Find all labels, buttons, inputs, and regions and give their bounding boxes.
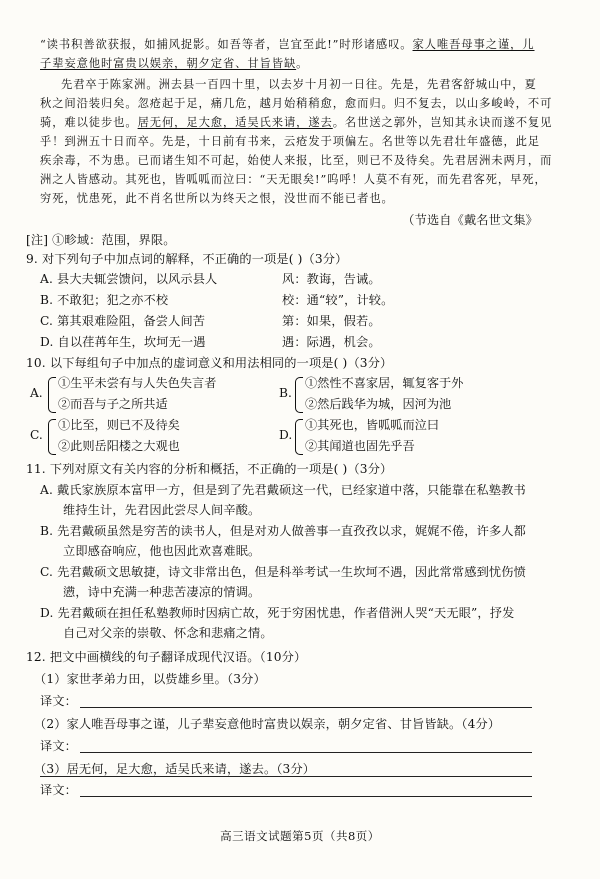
q12-stem: 12. 把文中画横线的句子翻译成现代汉语。（10分） [26,650,307,664]
underlined-sentence-2b: 子辈妄意他时富贵以娱亲，朝夕定省、甘旨皆缺 [40,57,297,70]
q10-option-c-2: ②此则岳阳楼之大观也 [58,439,180,453]
q11-option-c-line2: 懑，诗中充满一种悲苦凄凉的情调。 [63,585,261,599]
q12-answer-line-2[interactable] [80,752,532,753]
q9-stem: 9. 对下列句子中加点词的解释，不正确的一项是( )（3分） [26,252,348,266]
q12-answer-line-3[interactable] [80,796,532,797]
q9-option-d: D. 自以荏苒年生，坎坷无一遇 [40,335,206,349]
q12-answer-line-1[interactable] [80,707,532,708]
q12-sentence-2: （2）家人唯吾母事之谨，儿子辈妄意他时富贵以娱亲，朝夕定省、甘旨皆缺。（4分） [34,717,501,731]
q9-option-c: C. 第其艰难险阻，备尝人间苦 [40,314,206,328]
q10-stem: 10. 以下每组句子中加点的虚词意义和用法相同的一项是( )（3分） [26,356,393,370]
q11-option-b-line1: B. 先君戴硕虽然是穷苦的读书人，但是对劝人做善事一直孜孜以求，娓娓不倦，许多人都 [40,524,526,538]
q9-option-a: A. 县大夫辄尝馈问，以风示县人 [40,272,218,286]
q11-option-c-line1: C. 先君戴硕文思敏捷，诗文非常出色，但是科举考试一生坎坷不遇，因此常常感到忧伤愤 [40,565,526,579]
page-footer: 高三语文试题第5页（共8页） [220,829,380,843]
q10-option-b-2: ②然后践华为城，因河为池 [305,397,452,411]
passage-line-6: 乎！到洲五十日而卒。先是，十日前有书来，云疮发于项偏左。名世等以先君壮年盛德，此足 [40,135,541,148]
q12-answer-label-3: 译文： [40,783,78,797]
q10-option-d-brace [295,419,303,455]
q10-option-c-brace [48,419,56,455]
passage-line-8: 洲之人皆感动。其死也，皆呱呱而泣曰：“天无眼矣!”呜呼！人莫不有死，而先君客死，早死， [40,173,547,186]
passage-line-3: 先君卒于陈家洲。洲去县一百四十里，以去岁十月初一日往。先是，先君客舒城山中，夏 [61,78,537,91]
q11-option-a-line2: 维持生计，先君因此尝尽人间辛酸。 [63,503,261,517]
q10-option-d-2: ②其闻道也固先乎吾 [305,439,415,453]
q11-option-b-line2: 立即感奋响应，他也因此欢喜难眠。 [63,544,261,558]
passage-source: （节选自《戴名世文集》 [402,213,538,227]
passage-line-7: 疾余毒，不为患。已而诸生知不可起，始使人来报，比至，则已不及待矣。先君居洲未两月，而 [40,154,553,167]
q10-option-a-2: ②而吾与子之所共适 [58,397,168,411]
q9-option-c-gloss: 第：如果，假若。 [282,314,381,328]
q10-option-a-brace [48,377,56,413]
q10-option-d-letter: D. [279,428,293,442]
q11-stem: 11. 下列对原文有关内容的分析和概括，不正确的一项是( )（3分） [26,462,393,476]
passage-line-4: 秋之间沿装归矣。忽疮起于足，痛几危，越月始稍稍愈，愈而归。归不复去，以山多峻岭，不可 [40,97,553,110]
q12-sentence-1: （1）家世孝弟力田，以赀雄乡里。（3分） [34,672,266,686]
q11-option-d-line1: D. 先君戴硕在担任私塾教师时因病亡故，死于穷困忧患，作者借洲人哭“天无眼”，抒发 [40,606,515,620]
passage-line-2: 子辈妄意他时富贵以娱亲，朝夕定省、甘旨皆缺。 [40,57,309,70]
q10-option-a-1: ①生平未尝有与人失色失言者 [58,376,217,390]
q9-option-b-gloss: 校：通“较”，计较。 [282,293,394,307]
q10-option-c-1: ①比至，则已不及待矣 [58,418,180,432]
passage-line-5: 骑，难以徒步也。居无何，足大愈，适吴氏来请，遂去。名世送之郭外，岂知其永诀而遂不复见 [40,116,553,129]
q10-option-b-1: ①然性不喜家居，辄复客于外 [305,376,464,390]
q10-option-b-letter: B. [279,386,292,400]
q9-option-b: B. 不敢犯；犯之亦不校 [40,293,169,307]
passage-line-1: “读书积善欲获报，如捕风捉影。如吾等者，岂宜至此!”时形诸感叹。家人唯吾母事之谨，儿 [40,38,535,51]
q11-option-a-line1: A. 戴氏家族原本富甲一方，但是到了先君戴硕这一代，已经家道中落，只能靠在私塾教书 [40,483,526,497]
passage-line-9: 穷死，忧患死，此不肖名世所以为终天之恨，没世而不能已者也。 [40,192,394,205]
underlined-sentence-3: 居无何，足大愈，适吴氏来请，遂去 [137,116,333,129]
q10-option-c-letter: C. [30,428,43,442]
q10-option-a-letter: A. [30,386,43,400]
q11-option-d-line2: 自己对父亲的崇敬、怀念和悲痛之情。 [63,626,273,640]
q9-option-d-gloss: 遇：际遇，机会。 [282,335,381,349]
q10-option-b-brace [295,377,303,413]
q12-answer-label-2: 译文： [40,739,78,753]
q10-option-d-1: ①其死也，皆呱呱而泣曰 [305,418,440,432]
q12-answer-label-1: 译文： [40,694,78,708]
q9-option-a-gloss: 风：教诲，告诫。 [282,272,381,286]
footnote: [注] ①畛域：范围，界限。 [26,233,176,247]
underlined-sentence-2a: 家人唯吾母事之谨，儿 [412,38,535,51]
q12-sentence-3: （3）居无何，足大愈，适吴氏来请，遂去。（3分） [34,762,316,776]
